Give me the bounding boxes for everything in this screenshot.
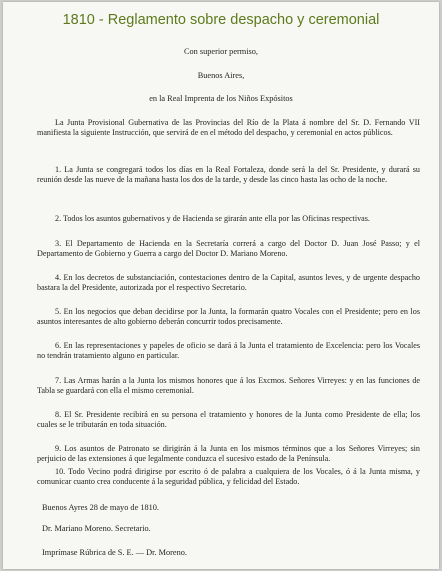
date-line: Buenos Ayres 28 de mayo de 1810. [42,503,159,512]
article-5: 5. En los negocios que deban decidirse por la Junta, la formarán quatro Vocales con el Presidente; pero en los asuntos interesantes de alto gobierno deberán concurrir todos precisamente. [37,307,420,327]
article-2: 2. Todos los asuntos gubernativos y de Hacienda se girarán ante ella por las Oficinas respectivas. [55,214,370,223]
article-8: 8. El Sr. Presidente recibirá en su persona el tratamiento y honores de la Junta como Presidente de ella; los cuales se le tributarán en toda situación. [37,410,420,430]
article-1: 1. La Junta se congregará todos los días en la Real Fortaleza, donde será la del Sr. Presidente, y durará su reunión desde las nueve de la mañana hasta los dos de la tarde, y desde las cinco hasta las ocho de la noche. [37,165,420,185]
signature-line: Dr. Mariano Moreno. Secretario. [42,524,151,533]
header-permission-line: Con superior permiso, [184,47,258,56]
article-4: 4. En los decretos de substanciación, contestaciones dentro de la Capital, asuntos leves, y de urgente despacho bastara la del Presidente, autorizada por el respectivo Secretario. [37,273,420,293]
header-city-line: Buenos Aires, [197,71,245,80]
article-9: 9. Los asuntos de Patronato se dirigirán á la Junta en los mismos términos que a los Señores Virreyes; sin perjuicio de las extensiones á que legalmente conduzca el sucesivo estado de la Península. [37,444,420,464]
header-printer-line: en la Real Imprenta de los Niños Expósitos [149,94,293,103]
closing-line: Imprímase Rúbrica de S. E. — Dr. Moreno. [42,548,187,557]
article-10: 10. Todo Vecino podrá dirigirse por escrito ó de palabra a cualquiera de los Vocales, ó á la Junta misma, y comunicar cuanto crea conducente á la seguridad pública, y felicidad del Estado. [37,467,420,487]
article-6: 6. En las representaciones y papeles de oficio se dará á la Junta el tratamiento de Excelencia: pero los Vocales no tendrán tratamiento alguno en particular. [37,341,420,361]
document-page [3,2,439,569]
intro-paragraph: La Junta Provisional Gubernativa de las Provincias del Río de la Plata á nombre del Sr. D. Fernando VII manifiesta la siguiente Instrucción, que servirá de en el método del despacho, y ceremonial en actos públicos. [37,118,420,138]
article-3: 3. El Departamento de Hacienda en la Secretaría correrá a cargo del Doctor D. Juan José Passo; y el Departamento de Gobierno y Guerra a cargo del Doctor D. Mariano Moreno. [37,239,420,259]
article-7: 7. Las Armas harán a la Junta los mismos honores que á los Excmos. Señores Virreyes: y en las funciones de Tabla se guardará con ella el mismo ceremonial. [37,376,420,396]
document-title: 1810 - Reglamento sobre despacho y ceremonial [62,12,380,28]
